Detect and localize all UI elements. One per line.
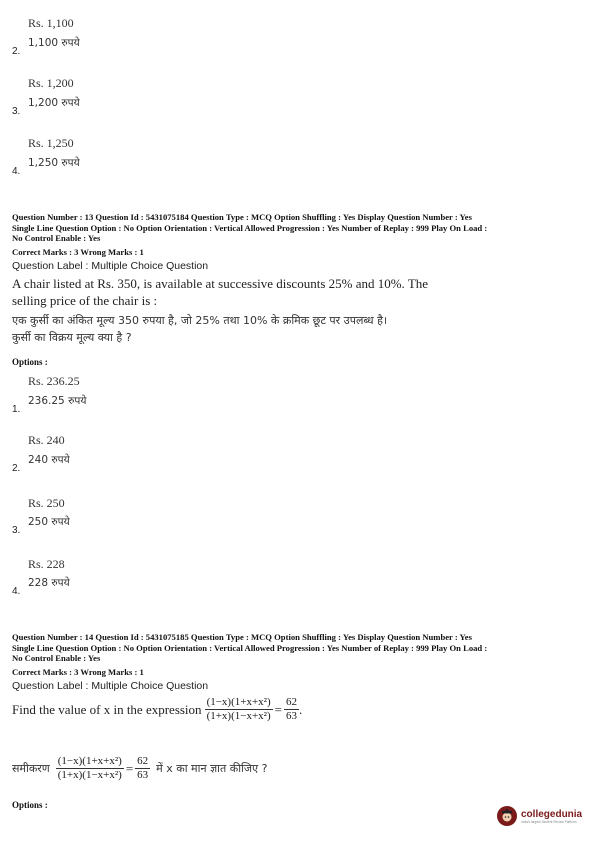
q13-option-4-en: Rs. 228 (28, 557, 65, 571)
q13-option-4-number[interactable]: 4. (12, 586, 21, 597)
q13-option-4-hi: 228 रुपये (28, 577, 70, 589)
q14-text-hi-suffix: में x का मान ज्ञात कीजिए ? (156, 762, 268, 775)
q14-hi-lhs-numerator: (1−x)(1+x+x²) (57, 755, 122, 767)
q13-option-1-hi: 236.25 रुपये (28, 395, 87, 407)
q14-meta-line-3: No Control Enable : Yes (12, 653, 101, 663)
logo-name: collegedunia (521, 808, 583, 820)
q13-text-en-line-1: A chair listed at Rs. 350, is available at successive discounts 25% and 10%. The (12, 276, 429, 291)
q13-text-en-line-2: selling price of the chair is : (12, 293, 158, 308)
q14-hi-lhs-fraction (56, 755, 124, 782)
prev-option-4-number: 4. (12, 166, 21, 177)
q14-text-en-prefix: Find the value of x in the expression (12, 702, 202, 717)
prev-option-2-en: Rs. 1,100 (28, 16, 74, 30)
q14-question-label: Question Label : Multiple Choice Question (12, 680, 209, 692)
q13-question-label: Question Label : Multiple Choice Question (12, 260, 209, 272)
q14-marks: Correct Marks : 3 Wrong Marks : 1 (12, 667, 144, 677)
q14-hi-lhs-denominator: (1+x)(1−x+x²) (57, 769, 122, 781)
q13-option-3-number[interactable]: 3. (12, 525, 21, 536)
prev-option-4-en: Rs. 1,250 (28, 136, 74, 150)
q13-option-3-en: Rs. 250 (28, 496, 65, 510)
q13-meta-line-2: Single Line Question Option : No Option Orientation : Vertical Allowed Progression : Yes Number of Replay : 999 Play On Load : (12, 222, 488, 233)
q14-meta-line-2: Single Line Question Option : No Option Orientation : Vertical Allowed Progression : Yes Number of Replay : 999 Play On Load : (12, 642, 488, 653)
logo-tagline: India's largest Student Review Platform (521, 819, 577, 824)
q14-rhs-fraction (284, 696, 299, 723)
prev-option-3-hi: 1,200 रुपये (28, 97, 80, 109)
q14-rhs-numerator: 62 (285, 696, 297, 708)
prev-option-2-number: 2. (12, 46, 21, 57)
q14-hi-rhs-numerator: 62 (137, 755, 149, 767)
q14-question-text-en (12, 696, 302, 723)
q13-option-1-number[interactable]: 1. (12, 404, 21, 415)
q13-question-text-en (12, 275, 428, 309)
q13-text-hi-line-1: एक कुर्सी का अंकित मूल्य 350 रुपया है, जो 25% तथा 10% के क्रमिक छूट पर उपलब्ध है। (12, 314, 388, 327)
prev-option-2-hi: 1,100 रुपये (28, 37, 80, 49)
q13-question-text-hi (12, 312, 387, 346)
q14-text-hi-prefix: समीकरण (12, 762, 50, 775)
q14-hi-rhs-denominator: 63 (137, 769, 149, 781)
q14-meta (12, 632, 487, 664)
q14-period: . (298, 702, 303, 717)
q13-meta (12, 212, 487, 244)
prev-option-4-hi: 1,250 रुपये (28, 157, 80, 169)
prev-option-3-number: 3. (12, 106, 21, 117)
q13-option-2-number[interactable]: 2. (12, 463, 21, 474)
q14-hi-rhs-fraction (135, 755, 150, 782)
q14-options-label: Options : (12, 800, 48, 810)
q14-lhs-fraction (205, 696, 273, 723)
logo-mascot-icon (497, 806, 517, 826)
q13-option-2-en: Rs. 240 (28, 433, 65, 447)
collegedunia-logo (497, 806, 582, 826)
q13-option-3-hi: 250 रुपये (28, 516, 70, 528)
q14-rhs-denominator: 63 (285, 710, 297, 722)
q13-meta-line-1: Question Number : 13 Question Id : 5431075184 Question Type : MCQ Option Shuffling : Yes Display Question Number : Yes (12, 212, 472, 222)
q14-question-text-hi (12, 755, 267, 782)
q14-meta-line-1: Question Number : 14 Question Id : 5431075185 Question Type : MCQ Option Shuffling : Yes Display Question Number : Yes (12, 632, 472, 642)
q13-option-2-hi: 240 रुपये (28, 454, 70, 466)
q13-options-label: Options : (12, 357, 48, 367)
q13-text-hi-line-2: कुर्सी का विक्रय मूल्य क्या है ? (12, 331, 132, 344)
q13-option-1-en: Rs. 236.25 (28, 374, 80, 388)
q14-lhs-denominator: (1+x)(1−x+x²) (206, 710, 271, 722)
q13-meta-line-3: No Control Enable : Yes (12, 233, 101, 243)
q13-marks: Correct Marks : 3 Wrong Marks : 1 (12, 247, 144, 257)
q14-equals: = (274, 702, 282, 717)
prev-option-3-en: Rs. 1,200 (28, 76, 74, 90)
q14-hi-equals: = (125, 761, 134, 776)
q14-lhs-numerator: (1−x)(1+x+x²) (206, 696, 271, 708)
